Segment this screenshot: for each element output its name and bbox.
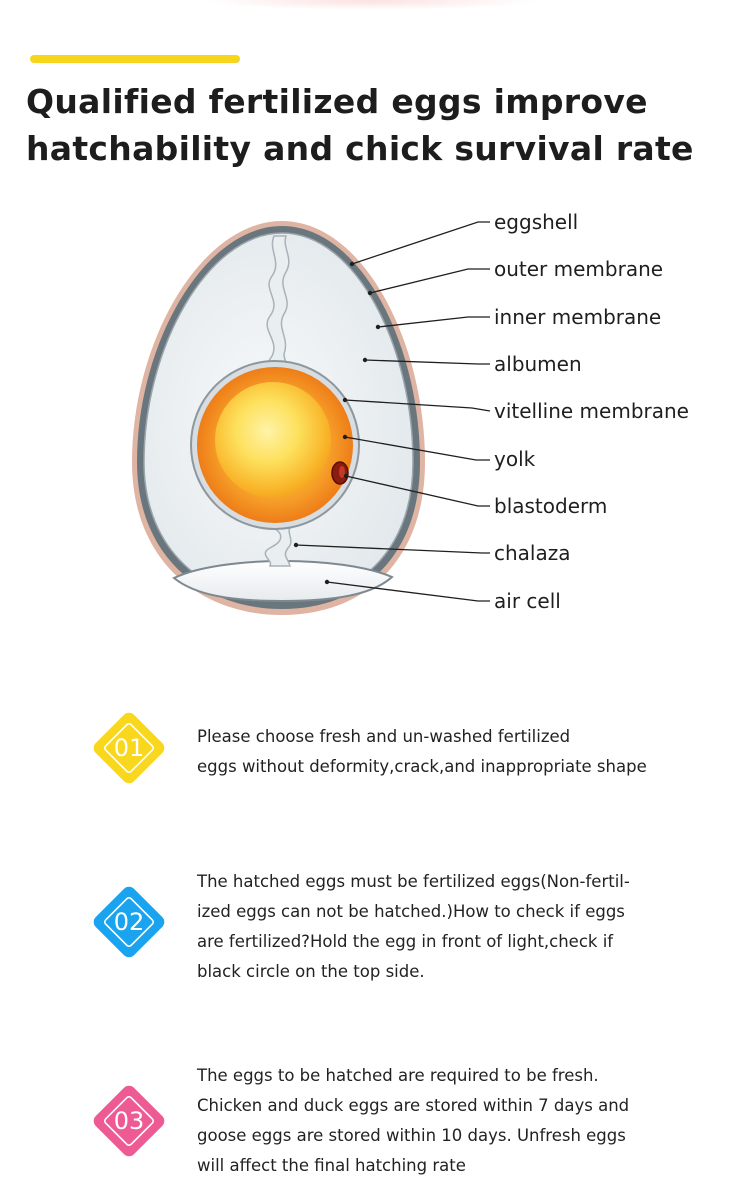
tip-line: Chicken and duck eggs are stored within 7 days and — [197, 1096, 630, 1115]
badge-number: 03 — [113, 1107, 145, 1135]
title-line: Qualified fertilized eggs improve — [26, 82, 648, 121]
yolk-shape — [215, 382, 331, 498]
label-eggshell: eggshell — [494, 210, 579, 234]
accent-bar — [30, 55, 240, 63]
badge-number: 01 — [113, 734, 145, 762]
tip-line: The hatched eggs must be fertilized eggs(Non-fertil- — [197, 872, 630, 891]
label-outer-membrane: outer membrane — [494, 257, 664, 281]
tip-item — [0, 705, 750, 825]
tip-text — [197, 722, 687, 782]
label-air-cell: air cell — [494, 589, 561, 613]
label-inner-membrane: inner membrane — [494, 305, 662, 329]
tip-line: are fertilized?Hold the egg in front of light,check if — [197, 932, 614, 951]
tip-text — [197, 1061, 687, 1181]
tip-line: Please choose fresh and un-washed fertilized — [197, 727, 571, 746]
label-vitelline-membrane: vitelline membrane — [494, 399, 689, 423]
label-chalaza: chalaza — [494, 541, 571, 565]
label-blastoderm: blastoderm — [494, 494, 608, 518]
badge-number: 02 — [113, 908, 145, 936]
label-albumen: albumen — [494, 352, 582, 376]
tip-line: will affect the final hatching rate — [197, 1156, 466, 1175]
top-decoration — [200, 0, 540, 10]
badge-02 — [86, 879, 172, 965]
tip-line: The eggs to be hatched are required to be fresh. — [197, 1066, 599, 1085]
tip-line: ized eggs can not be hatched.)How to check if eggs — [197, 902, 625, 921]
tip-text — [197, 867, 687, 987]
tip-item — [0, 867, 750, 987]
tip-line: goose eggs are stored within 10 days. Unfresh eggs — [197, 1126, 626, 1145]
tip-item — [0, 1061, 750, 1181]
badge-03 — [86, 1078, 172, 1164]
tip-line: black circle on the top side. — [197, 962, 425, 981]
title-line: hatchability and chick survival rate — [26, 129, 694, 168]
label-yolk: yolk — [494, 447, 536, 471]
badge-01 — [86, 705, 172, 791]
egg-anatomy-diagram — [0, 190, 750, 640]
page-title — [26, 78, 726, 172]
tip-line: eggs without deformity,crack,and inappropriate shape — [197, 757, 647, 776]
